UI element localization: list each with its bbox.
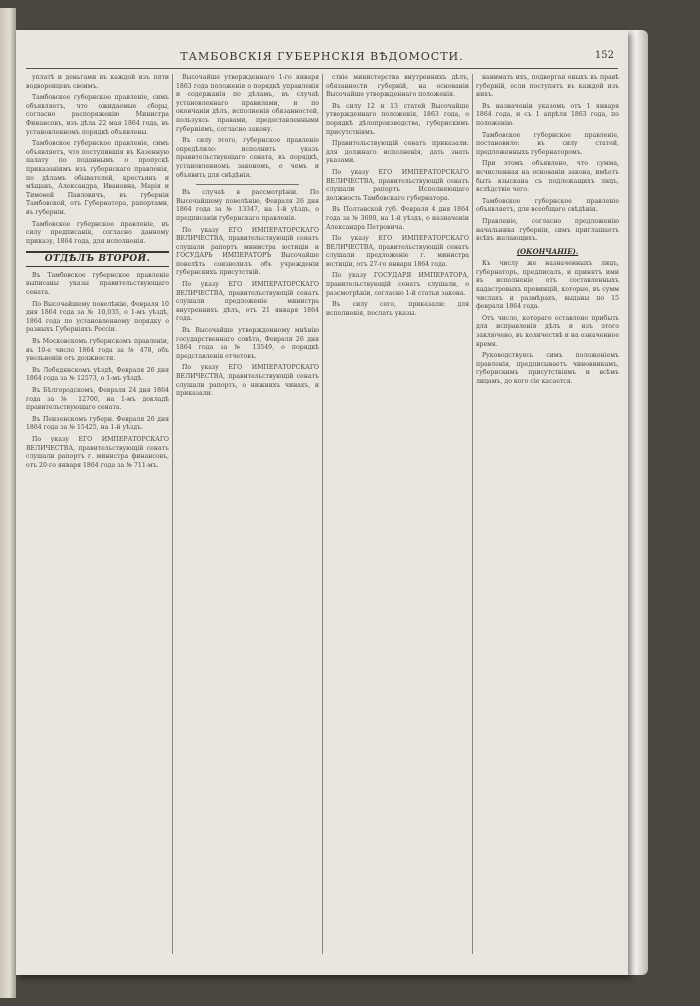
paragraph: По Высочайшему повелѣнію, Февраля 10 дня 1864 года за № 10,035, о 1-мъ уѣздѣ, 1864 года по установленному порядку о разныхъ Губерніяхъ Россіи. [26, 300, 169, 334]
paragraph: нанимать ихъ, подвергая оныхъ въ правѣ губерній, если поступятъ въ каждой изъ нихъ. [476, 74, 619, 99]
paragraph: Отъ число, котораго оставлено прибыть для исправленія дѣлъ и изъ этого заключено, въ количествѣ и на означенное время. [476, 314, 619, 348]
paragraph: При этомъ объявлено, что сумма, исчисленная на основаніи закона, имѣетъ быть взыскана съ подлежащихъ лицъ, вслѣдствіе чего. [476, 160, 619, 194]
paragraph: Въ силу 12 и 13 статей Высочайше утвержденнаго положенія, 1863 года, о порядкѣ дѣлопроизводства, губернскимъ присутствіямъ. [326, 102, 469, 136]
paragraph: Въ Полтавской губ. Февраля 4 дня 1864 года за № 3690, на 1-й уѣздъ, о назначеніи Александра Петровича. [326, 206, 469, 231]
paragraph: Тамбовское губернское правленіе, въ силу предписанія, согласно данному приказу, 1864 года, для исполненія. [26, 220, 169, 245]
column-3 [326, 74, 469, 954]
newspaper-page [16, 30, 628, 975]
paragraph: уплатѣ и деньгами въ каждой изъ пяти водворенцевъ своимъ. [26, 74, 169, 90]
paragraph: ствіе министерства внутреннихъ дѣлъ, обязанности губерній, на основаніи Высочайше утвержденнаго положенія. [326, 74, 469, 99]
paragraph: Правленіе, согласно предложенію начальника губерніи, симъ приглашаетъ всѣхъ желающихъ. [476, 217, 619, 243]
paragraph: Въ Пензенскомъ губерн. Февраля 26 дня 1864 года за № 15425, на 1-й уѣздъ. [26, 415, 169, 432]
page-header [26, 38, 618, 69]
previous-page-edge [0, 8, 16, 998]
newspaper-title: ТАМБОВСКІЯ ГУБЕРНСКІЯ ВѢДОМОСТИ. [180, 50, 464, 63]
paragraph: Въ Высочайше утвержденному мнѣнію государственнаго совѣта, Февраля 26 дня 1864 года за № 13549, о порядкѣ представленія отчетовъ. [176, 327, 319, 360]
paragraph: Правительствующій сенатъ приказали: для должнаго исполненія, дать знать указами. [326, 140, 469, 165]
paragraph: Въ Тамбовское губернское правленіе выписаны указы правительствующаго сената. [26, 271, 169, 297]
paragraph: Тамбовское губернское правленіе объявляетъ, для всеобщаго свѣдѣнія. [476, 197, 619, 214]
paragraph: Высочайше утвержденнаго 1-го января 1863 года положенія о порядкѣ управленія и содержанія по дѣламъ, въ случаѣ установленнаго правилами, и по окончаніи дѣлъ, исполненія обязанностей, пользуясь правами, предоставленными губерніямъ, согласно закону. [176, 74, 319, 133]
paragraph: Тамбовское губернское правленіе, симъ объявляетъ, что поступившія въ Казенную палату по поданнымъ о пропускѣ приказаніямъ изъ губернскаго правленія, по дѣламъ обывателей, крестьянъ и мѣщанъ, Александра, Ивановна, Марія и Тимоѳей Павловичъ, въ губерніи Тамбовской, отъ Губернатора, рапортами, въ губерніи. [26, 140, 169, 216]
paragraph: По указу ЕГО ИМПЕРАТОРСКАГО ВЕЛИЧЕСТВА, правительствующій сенатъ слушали предложеніе министра внутреннихъ дѣлъ, отъ 21 января 1864 года. [176, 281, 319, 323]
column-divider [472, 74, 473, 954]
column-4 [476, 74, 619, 954]
column-2 [176, 74, 319, 954]
ending-heading: (ОКОНЧАНІЕ). [516, 246, 579, 256]
column-divider [322, 74, 323, 954]
paragraph: Руководствуясь симъ положеніемъ правленія, предписываетъ чиновникамъ, губернскимъ присутствіямъ и всѣмъ лицамъ, до кого сіе касается. [476, 352, 619, 385]
paragraph: Тамбовское губернское правленіе, постановило: въ силу статей, предложенныхъ губернаторомъ. [476, 131, 619, 156]
paragraph: Въ Лебедянскомъ уѣздѣ, Февраля 26 дня 1864 года за № 12573, о 1-мъ уѣздѣ. [26, 366, 169, 383]
paragraph: Въ случаѣ в рассмотрѣніи. По Высочайшему повелѣнію, Февраля 26 дня 1864 года за № 13347, на 1-й уѣздъ, о предписаніи губернскаго правленія. [176, 189, 319, 222]
paragraph: Въ Бѣлгородскомъ, Февраля 24 дня 1864 года за № 12700, на 1-мъ докладѣ правительствующаго сената. [26, 387, 169, 412]
paragraph: Къ числу же назначенныхъ лицъ, губернаторъ, предписалъ, и принятъ ими въ исполненіе отъ составленныхъ кадастровыхъ провинцій, которые, въ сумм числахъ и размѣрахъ, выданы по 15 февраля 1864 года. [476, 260, 619, 311]
paragraph: Тамбовское губернское правленіе, симъ объявляетъ, что ожидаемые сборы, согласно распоряженію Министра Финансовъ, изъ дѣла 22 мая 1864 года, въ установленномъ порядкѣ объявлены. [26, 94, 169, 136]
paragraph: По указу ЕГО ИМПЕРАТОРСКАГО ВЕЛИЧЕСТВА, правительствующій сенатъ слушали рапортъ г. министра финансовъ, отъ 20-го января 1864 года за № 711-мъ. [26, 435, 169, 469]
paragraph: По указу ЕГО ИМПЕРАТОРСКАГО ВЕЛИЧЕСТВА, правительствующій сенатъ слушали рапортъ министра юстиціи и ГОСУДАРЬ ИМПЕРАТОРЪ Высочайше повелѣть соизволилъ объ учрежденіи губернскихъ присутствій. [176, 226, 319, 277]
page-number: 152 [594, 50, 614, 61]
section-heading: ОТДѢЛЪ ВТОРОЙ. [26, 251, 169, 267]
paragraph: По указу ЕГО ИМПЕРАТОРСКАГО ВЕЛИЧЕСТВА, правительствующій сенатъ слушали рапортъ, о нижнихъ чинахъ, и приказали. [176, 364, 319, 398]
paragraph: Въ силу этого, губернское правленіе опредѣлило: исполнить указъ правительствующаго сената, въ порядкѣ, установленномъ закономъ, о чемъ и объявить для свѣдѣнія. [176, 137, 319, 179]
column-1 [26, 74, 169, 954]
paragraph: Въ назначеніи указомъ отъ 1 января 1864 года, и съ 1 апрѣля 1863 года, по положенію. [476, 102, 619, 127]
paragraph: Въ силу сего, приказали: для исполненія, послать указы. [326, 301, 469, 317]
paragraph: По указу ЕГО ИМПЕРАТОРСКАГО ВЕЛИЧЕСТВА, правительствующій сенатъ слушали предложеніе г. министра юстиціи, отъ 27-го января 1864 года. [326, 235, 469, 268]
column-divider [172, 74, 173, 954]
paragraph: По указу ЕГО ИМПЕРАТОРСКАГО ВЕЛИЧЕСТВА, правительствующій сенатъ слушали рапортъ Исполняющаго должность Тамбовскаго губернатора. [326, 168, 469, 202]
text-columns [26, 74, 618, 954]
paragraph: По указу ГОСУДАРЯ ИМПЕРАТОРА, правительствующій сенатъ слушали, о разсмотрѣніи, согласно 1-й статьи закона. [326, 272, 469, 297]
divider-line [196, 184, 299, 185]
paragraph: Въ Московскомъ губернскомъ правленіи, въ 10-е число 1864 года за № 478, объ увольненіи отъ должности. [26, 338, 169, 363]
